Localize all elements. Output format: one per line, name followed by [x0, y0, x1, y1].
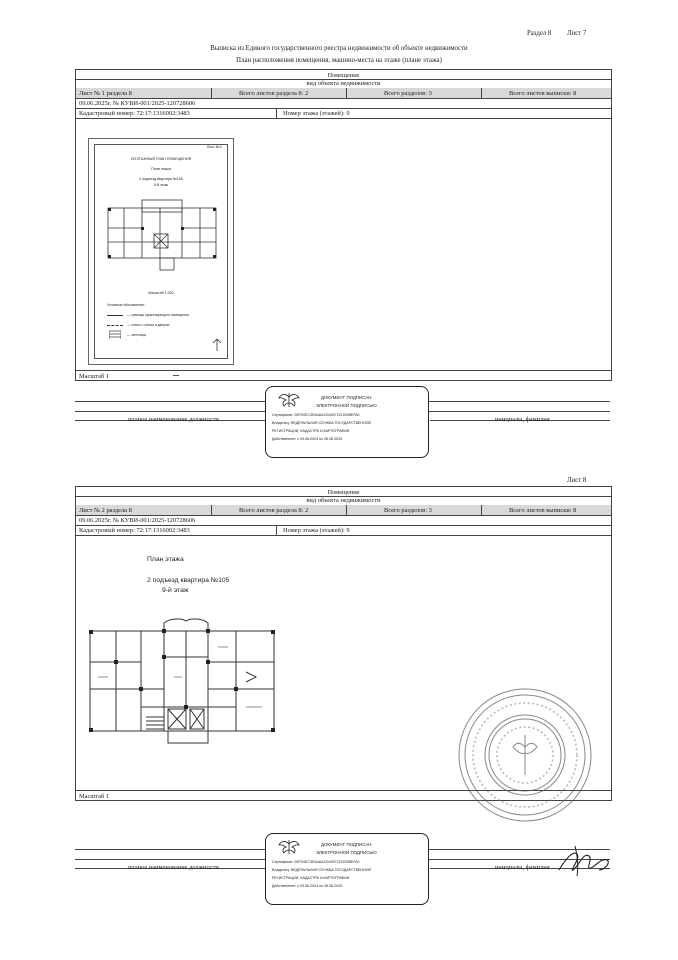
initials-caption-2: инициалы, фамилия [495, 864, 550, 871]
date-number: 09.06.2025г. № КУВИ-001/2025-120728606 [79, 99, 196, 107]
thumb-corner: Лист №3 [207, 145, 222, 149]
object-type-2: Помещение [327, 489, 360, 496]
thumb-floor-plan [104, 194, 220, 274]
stamp-cert: Сертификат: 00FD0EC3EA4AAC0A9072215395EFA0 [272, 413, 360, 417]
position-caption-2: полное наименование должности [128, 864, 219, 871]
stamp2-cert: Сертификат: 00FD0EC3EA4AAC0A9072215395EFA0 [272, 860, 360, 864]
stamp2-owner1: Владелец: ФЕДЕРАЛЬНАЯ СЛУЖБА ГОСУДАРСТВЕННОЙ [272, 868, 371, 872]
stamp2-title2: ЭЛЕКТРОННОЙ ПОДПИСЬЮ [316, 850, 377, 855]
scale-label-2: Масштаб 1 [79, 792, 110, 800]
object-type-caption: вид объекта недвижимости [306, 80, 381, 87]
emblem-icon [278, 391, 300, 409]
stamp2-valid: Действителен: с 03.06.2024 по 26.08.2025 [272, 884, 343, 888]
floor-number-2: Номер этажа (этажей): 9 [283, 526, 350, 534]
handwritten-signature [555, 840, 615, 880]
thumb-legend-title: Условные обозначения: [107, 303, 145, 307]
e-signature-stamp-2 [265, 833, 429, 905]
stamp-owner1: Владелец: ФЕДЕРАЛЬНАЯ СЛУЖБА ГОСУДАРСТВЕННОЙ [272, 421, 371, 425]
stairs-icon [109, 330, 121, 340]
document-title: Выписка из Единого государственного реестра недвижимости об объекте недвижимости [210, 45, 468, 52]
e-signature-stamp-1 [265, 386, 429, 458]
object-type: Помещение [327, 72, 360, 79]
stamp-title2: ЭЛЕКТРОННОЙ ПОДПИСЬЮ [316, 403, 377, 408]
north-arrow-icon [211, 339, 223, 353]
scale-label: Масштаб 1 [79, 372, 110, 380]
sheet-label: Лист 7 [567, 30, 587, 37]
sheet-label-2: Лист 8 [567, 477, 587, 484]
plan-line1: 2 подъезд квартира №105 [147, 577, 230, 584]
sheet-number-2: Лист № 2 раздела 8 [79, 506, 132, 514]
cadastral-number: Кадастровый номер: 72:17:1316002:3483 [79, 109, 190, 117]
initials-caption-1: инициалы, фамилия [495, 416, 550, 423]
round-seal [455, 685, 595, 825]
stamp-title1: ДОКУМЕНТ ПОДПИСАН [321, 395, 372, 400]
total-sections: Всего разделов: 3 [384, 89, 432, 97]
total-sheets-extract-2: Всего листов выписки: 8 [509, 506, 577, 514]
thumb-legend2: — стены с окном и дверью [127, 323, 170, 327]
thumb-line2: 9-й этаж [154, 183, 168, 187]
sheet-number: Лист № 1 раздела 8 [79, 89, 132, 97]
thumb-line1: 2 подъезд квартира №105 [139, 177, 183, 181]
total-sheets-section: Всего листов раздела 8: 2 [239, 89, 309, 97]
floor-plan-drawing [86, 617, 278, 747]
stamp-owner2: РЕГИСТРАЦИИ, КАДАСТРА И КАРТОГРАФИИ [272, 429, 350, 433]
total-sheets-extract: Всего листов выписки: 8 [509, 89, 577, 97]
floor-number: Номер этажа (этажей): 9 [283, 109, 350, 117]
emblem-icon [278, 838, 300, 856]
thumb-legend1: — граница существующего помещения [127, 313, 189, 317]
document-subtitle: План расположения помещения, машино-места на этаже (плане этажа) [236, 57, 442, 64]
position-caption-1: полное наименование должности [128, 416, 219, 423]
thumb-title: ПОЭТАЖНЫЙ ПЛАН ПОМЕЩЕНИЯ [130, 157, 192, 161]
thumb-scale: Масштаб 1:200 [148, 291, 174, 295]
thumb-legend3: — лестница [127, 333, 147, 337]
section-label: Раздел 8 [527, 30, 552, 37]
date-number-2: 09.06.2025г. № КУВИ-001/2025-120728606 [79, 516, 196, 524]
stamp-valid: Действителен: с 03.06.2024 по 26.08.2025 [272, 437, 343, 441]
stamp2-title1: ДОКУМЕНТ ПОДПИСАН [321, 842, 372, 847]
total-sections-2: Всего разделов: 3 [384, 506, 432, 514]
plan-title: План этажа [147, 556, 184, 563]
total-sheets-section-2: Всего листов раздела 8: 2 [239, 506, 309, 514]
object-type-caption-2: вид объекта недвижимости [306, 497, 381, 504]
stamp2-owner2: РЕГИСТРАЦИИ, КАДАСТРА И КАРТОГРАФИИ [272, 876, 350, 880]
cadastral-number-2: Кадастровый номер: 72:17:1316002:3483 [79, 526, 190, 534]
plan-thumbnail [88, 138, 234, 365]
thumb-subtitle: План этажа [151, 167, 171, 171]
plan-line2: 9-й этаж [162, 587, 189, 594]
